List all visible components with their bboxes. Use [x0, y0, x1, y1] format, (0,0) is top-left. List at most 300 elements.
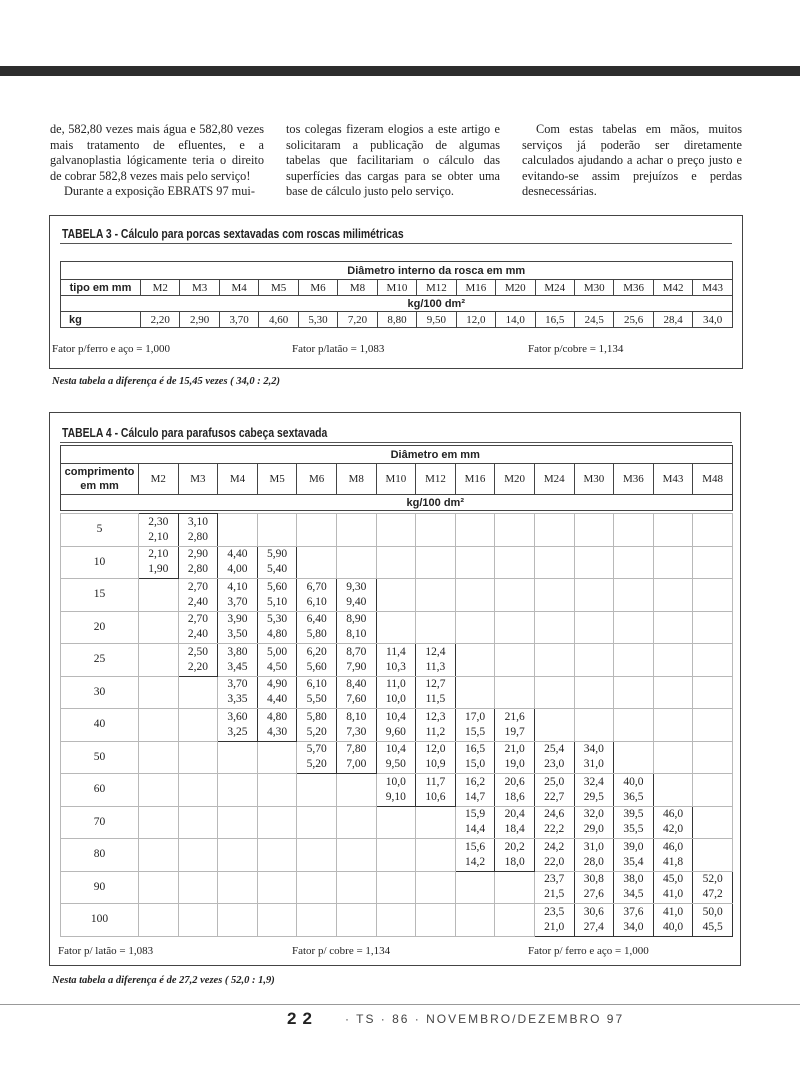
article-column-1: [50, 122, 264, 200]
value-upper: 8,40: [346, 678, 367, 691]
empty-cell: [257, 774, 297, 807]
value-upper: 39,0: [623, 840, 644, 853]
value-upper: 45,0: [662, 873, 684, 886]
value-lower: 3,25: [227, 725, 248, 738]
empty-cell: [297, 839, 337, 872]
value-cell: [495, 806, 535, 839]
empty-cell: [178, 904, 218, 937]
empty-cell: [614, 741, 654, 774]
size-header-cell: M43: [693, 280, 733, 296]
value-cell: [376, 774, 416, 807]
value-cell: [534, 806, 574, 839]
fator-cobre: Fator p/ cobre = 1,134: [292, 945, 391, 957]
value-lower: 4,00: [227, 563, 248, 576]
empty-cell: [653, 741, 693, 774]
empty-cell: [376, 579, 416, 612]
tabela-4-caption: Nesta tabela a diferença é de 27,2 vezes ( 52,0 : 1,9): [52, 975, 275, 986]
empty-cell: [495, 904, 535, 937]
empty-cell: [178, 676, 218, 709]
empty-cell: [178, 806, 218, 839]
value-cell: [257, 644, 297, 677]
empty-cell: [534, 709, 574, 742]
value-lower: 3,35: [227, 693, 248, 706]
value-lower: 2,40: [187, 628, 208, 641]
value-upper: 37,6: [623, 905, 644, 918]
value-lower: 14,7: [464, 790, 486, 803]
empty-cell: [297, 774, 337, 807]
empty-cell: [495, 644, 535, 677]
value-cell: [416, 644, 456, 677]
value-lower: 7,00: [346, 758, 367, 771]
empty-cell: [653, 579, 693, 612]
value-upper: 2,10: [148, 548, 169, 561]
empty-cell: [218, 514, 258, 547]
value-cell: [614, 806, 654, 839]
kg-value-cell: 25,6: [614, 312, 653, 328]
empty-cell: [495, 579, 535, 612]
value-upper: 25,4: [544, 743, 565, 756]
empty-cell: [257, 871, 297, 904]
length-cell: 100: [61, 904, 139, 937]
value-upper: 2,50: [187, 645, 208, 658]
value-lower: 27,6: [583, 888, 604, 901]
tabela-3-box: [49, 215, 743, 369]
value-upper: 46,0: [662, 808, 684, 821]
value-upper: 12,3: [425, 710, 446, 723]
kg-value-cell: 24,5: [574, 312, 613, 328]
tabela-3-table: [60, 261, 733, 328]
empty-cell: [257, 806, 297, 839]
kg-value-cell: 28,4: [653, 312, 692, 328]
value-lower: 18,0: [504, 855, 525, 868]
value-lower: 35,4: [623, 855, 644, 868]
size-header-cell: M12: [417, 280, 456, 296]
value-lower: 31,0: [583, 758, 604, 771]
value-upper: 21,0: [504, 743, 525, 756]
size-header-cell: M4: [218, 464, 258, 495]
table-row: [61, 774, 733, 807]
fator-ferro: Fator p/ ferro e aço = 1,000: [528, 945, 649, 957]
value-lower: 36,5: [623, 790, 644, 803]
empty-cell: [455, 904, 495, 937]
value-upper: 12,7: [425, 678, 446, 691]
value-upper: 5,00: [267, 645, 288, 658]
title-underline: [60, 243, 732, 244]
size-header-cell: M30: [574, 464, 614, 495]
value-cell: [336, 741, 376, 774]
table-row: [61, 611, 733, 644]
value-cell: [574, 806, 614, 839]
size-header-cell: M2: [139, 464, 179, 495]
value-lower: 19,0: [504, 758, 525, 771]
value-upper: 21,6: [504, 710, 525, 723]
value-cell: [139, 546, 179, 579]
value-cell: [178, 644, 218, 677]
empty-cell: [416, 514, 456, 547]
diameter-header: Diâmetro em mm: [139, 446, 733, 464]
value-upper: 8,10: [346, 710, 367, 723]
length-cell: 50: [61, 741, 139, 774]
article-column-2: [286, 122, 500, 200]
empty-cell: [218, 741, 258, 774]
value-cell: [218, 611, 258, 644]
empty-cell: [534, 546, 574, 579]
size-header-cell: M12: [416, 464, 456, 495]
size-header-cell: M36: [614, 280, 653, 296]
empty-cell: [297, 514, 337, 547]
empty-cell: [416, 579, 456, 612]
empty-cell: [653, 611, 693, 644]
empty-cell: [336, 546, 376, 579]
value-cell: [297, 644, 337, 677]
empty-cell: [336, 806, 376, 839]
empty-cell: [139, 904, 179, 937]
empty-cell: [653, 676, 693, 709]
value-cell: [574, 871, 614, 904]
value-upper: 9,30: [346, 580, 367, 593]
footer-rule: [0, 1004, 800, 1005]
length-cell: 80: [61, 839, 139, 872]
empty-cell: [139, 709, 179, 742]
value-cell: [178, 546, 218, 579]
article-paragraph: Com estas tabelas em mãos, muitos serviços já poderão ser diretamente calculados ajudando a achar o preço justo e evitando-se assim prejuízos e perdas desnecessárias.: [522, 122, 742, 198]
value-cell: [218, 579, 258, 612]
value-upper: 12,0: [425, 743, 446, 756]
value-upper: 23,5: [544, 905, 565, 918]
value-cell: [139, 514, 179, 547]
value-lower: 22,0: [544, 855, 565, 868]
value-lower: 7,90: [346, 660, 367, 673]
empty-cell: [218, 774, 258, 807]
size-header-cell: M6: [297, 464, 337, 495]
kg-value-cell: 8,80: [377, 312, 416, 328]
value-cell: [534, 904, 574, 937]
value-upper: 3,60: [227, 710, 248, 723]
fator-latao: Fator p/latão = 1,083: [292, 343, 385, 355]
empty-cell: [653, 546, 693, 579]
value-lower: 5,80: [306, 628, 327, 641]
value-cell: [297, 611, 337, 644]
empty-cell: [178, 871, 218, 904]
empty-cell: [614, 709, 654, 742]
value-lower: 15,5: [464, 725, 486, 738]
value-upper: 3,80: [227, 645, 248, 658]
empty-cell: [178, 839, 218, 872]
empty-cell: [139, 644, 179, 677]
empty-cell: [614, 676, 654, 709]
value-cell: [297, 709, 337, 742]
unit-header: kg/100 dm²: [141, 296, 733, 312]
empty-cell: [693, 839, 733, 872]
value-upper: 5,60: [267, 580, 288, 593]
value-cell: [574, 741, 614, 774]
value-lower: 4,40: [267, 693, 288, 706]
value-lower: 11,5: [425, 693, 446, 706]
empty-cell: [495, 546, 535, 579]
kg-value-cell: 4,60: [259, 312, 298, 328]
value-upper: 3,10: [187, 515, 208, 528]
value-cell: [257, 611, 297, 644]
value-upper: 32,0: [583, 808, 604, 821]
value-cell: [297, 579, 337, 612]
value-lower: 28,0: [583, 855, 604, 868]
empty-cell: [218, 904, 258, 937]
value-cell: [495, 741, 535, 774]
value-upper: 7,80: [346, 743, 367, 756]
empty-cell: [455, 611, 495, 644]
value-cell: [455, 806, 495, 839]
value-cell: [376, 644, 416, 677]
value-lower: 18,4: [504, 823, 525, 836]
fator-latao: Fator p/ latão = 1,083: [58, 945, 154, 957]
value-upper: 6,20: [306, 645, 327, 658]
value-upper: 5,30: [267, 613, 288, 626]
value-cell: [534, 741, 574, 774]
value-lower: 4,30: [267, 725, 288, 738]
value-lower: 14,2: [464, 855, 486, 868]
page-number: 22: [287, 1009, 318, 1028]
table-row: [61, 644, 733, 677]
length-cell: 30: [61, 676, 139, 709]
size-header-cell: M30: [574, 280, 613, 296]
tabela-4-header: [60, 445, 733, 511]
value-lower: 22,2: [544, 823, 565, 836]
value-cell: [495, 709, 535, 742]
empty-cell: [614, 611, 654, 644]
value-cell: [693, 871, 733, 904]
value-cell: [218, 676, 258, 709]
value-cell: [257, 676, 297, 709]
value-cell: [178, 579, 218, 612]
size-header-cell: M8: [338, 280, 377, 296]
empty-cell: [336, 774, 376, 807]
value-lower: 45,5: [702, 920, 723, 933]
empty-cell: [455, 514, 495, 547]
empty-cell: [297, 904, 337, 937]
tipo-label: tipo em mm: [61, 280, 141, 296]
empty-cell: [693, 579, 733, 612]
value-lower: 9,60: [385, 725, 406, 738]
empty-cell: [534, 611, 574, 644]
value-upper: 24,6: [544, 808, 565, 821]
value-cell: [495, 774, 535, 807]
value-upper: 2,90: [187, 548, 208, 561]
empty-cell: [257, 514, 297, 547]
size-header-cell: M10: [376, 464, 416, 495]
empty-cell: [614, 579, 654, 612]
value-lower: 8,10: [346, 628, 367, 641]
empty-cell: [455, 644, 495, 677]
value-upper: 20,6: [504, 775, 525, 788]
value-cell: [614, 871, 654, 904]
value-cell: [574, 839, 614, 872]
empty-cell: [455, 546, 495, 579]
value-upper: 4,40: [227, 548, 248, 561]
empty-cell: [376, 871, 416, 904]
empty-cell: [693, 741, 733, 774]
value-upper: 52,0: [702, 873, 723, 886]
table-row: [61, 741, 733, 774]
empty-cell: [534, 514, 574, 547]
value-cell: [495, 839, 535, 872]
empty-cell: [416, 611, 456, 644]
value-upper: 20,2: [504, 840, 525, 853]
empty-cell: [574, 676, 614, 709]
tabela-3-caption: Nesta tabela a diferença é de 15,45 vezes ( 34,0 : 2,2): [52, 376, 281, 387]
table-row: [61, 709, 733, 742]
value-upper: 4,90: [267, 678, 288, 691]
value-cell: [455, 839, 495, 872]
empty-cell: [693, 611, 733, 644]
empty-cell: [495, 514, 535, 547]
value-upper: 11,7: [425, 775, 446, 788]
table-row: [61, 871, 733, 904]
value-lower: 29,5: [583, 790, 604, 803]
length-cell: 40: [61, 709, 139, 742]
size-header-cell: M36: [614, 464, 654, 495]
value-lower: 10,9: [425, 758, 446, 771]
empty-cell: [139, 741, 179, 774]
empty-cell: [336, 514, 376, 547]
value-upper: 10,4: [385, 710, 406, 723]
diameter-header: Diâmetro interno da rosca em mm: [141, 262, 733, 280]
size-header-cell: M3: [178, 464, 218, 495]
value-lower: 4,50: [267, 660, 288, 673]
kg-value-cell: 3,70: [219, 312, 258, 328]
value-cell: [257, 579, 297, 612]
value-lower: 2,80: [187, 563, 208, 576]
empty-cell: [218, 839, 258, 872]
value-cell: [614, 904, 654, 937]
value-upper: 2,70: [187, 580, 208, 593]
value-lower: 34,5: [623, 888, 644, 901]
value-cell: [455, 741, 495, 774]
value-cell: [534, 774, 574, 807]
empty-cell: [139, 611, 179, 644]
value-cell: [455, 709, 495, 742]
value-lower: 2,10: [148, 530, 169, 543]
empty-cell: [257, 904, 297, 937]
empty-cell: [336, 904, 376, 937]
size-header-cell: M43: [653, 464, 693, 495]
value-cell: [257, 546, 297, 579]
length-cell: 25: [61, 644, 139, 677]
tabela-4-title: TABELA 4 - Cálculo para parafusos cabeça sextavada: [62, 425, 328, 440]
length-cell: 60: [61, 774, 139, 807]
value-cell: [653, 839, 693, 872]
value-upper: 4,10: [227, 580, 248, 593]
value-upper: 2,30: [148, 515, 169, 528]
comprimento-label: [61, 464, 139, 495]
kg-value-cell: 5,30: [298, 312, 337, 328]
empty-cell: [139, 774, 179, 807]
table-row: [61, 579, 733, 612]
size-header-cell: M2: [141, 280, 180, 296]
empty-cell: [297, 806, 337, 839]
value-upper: 10,0: [385, 775, 406, 788]
length-cell: 15: [61, 579, 139, 612]
value-lower: 5,20: [306, 725, 327, 738]
empty-cell: [574, 644, 614, 677]
length-cell: 90: [61, 871, 139, 904]
value-upper: 41,0: [662, 905, 684, 918]
value-cell: [416, 709, 456, 742]
value-lower: 41,8: [662, 855, 684, 868]
comprimento-label-line2: em mm: [80, 480, 119, 492]
value-lower: 11,3: [425, 660, 446, 673]
empty-cell: [574, 546, 614, 579]
empty-cell: [297, 871, 337, 904]
empty-cell: [574, 579, 614, 612]
value-upper: 11,0: [386, 678, 406, 691]
empty-cell: [297, 546, 337, 579]
empty-cell: [218, 871, 258, 904]
value-lower: 47,2: [702, 888, 723, 901]
value-cell: [534, 839, 574, 872]
empty-cell: [693, 644, 733, 677]
value-upper: 3,70: [227, 678, 248, 691]
value-cell: [218, 546, 258, 579]
value-upper: 40,0: [623, 775, 644, 788]
value-cell: [336, 644, 376, 677]
fator-ferro: Fator p/ferro e aço = 1,000: [52, 343, 170, 355]
value-lower: 11,2: [425, 725, 446, 738]
value-lower: 5,10: [267, 595, 288, 608]
length-cell: 20: [61, 611, 139, 644]
size-header-cell: M20: [496, 280, 535, 296]
value-lower: 29,0: [583, 823, 604, 836]
value-lower: 14,4: [464, 823, 486, 836]
value-lower: 4,80: [267, 628, 288, 641]
size-header-cell: M5: [257, 464, 297, 495]
article-paragraph-continued: tos colegas fizeram elogios a este artigo e solicitaram a publicação de algumas tabelas que facilitariam o cálculo das superfícies das cargas para se obter uma base de cálculo justo pelo serviço.: [286, 122, 500, 198]
empty-cell: [416, 806, 456, 839]
article-paragraph: Durante a exposição EBRATS 97 mui-: [64, 184, 255, 198]
value-lower: 5,40: [267, 563, 288, 576]
value-lower: 9,50: [385, 758, 406, 771]
article-paragraph: de, 582,80 vezes mais água e 582,80 vezes mais tratamento de efluentes, e a galvanoplastia lógicamente teria o direito de cobrar 582,8 vezes mais pelo serviço!: [50, 122, 264, 183]
empty-cell: [653, 709, 693, 742]
empty-cell: [574, 709, 614, 742]
value-upper: 2,70: [187, 613, 208, 626]
value-upper: 5,70: [306, 743, 327, 756]
empty-cell: [534, 644, 574, 677]
table-row: [61, 806, 733, 839]
value-lower: 5,50: [306, 693, 327, 706]
size-header-cell: M42: [653, 280, 692, 296]
value-upper: 39,5: [623, 808, 644, 821]
value-cell: [574, 904, 614, 937]
value-lower: 5,20: [306, 758, 327, 771]
value-upper: 6,10: [306, 678, 327, 691]
value-lower: 10,6: [425, 790, 446, 803]
value-upper: 15,6: [464, 840, 486, 853]
size-header-cell: M4: [219, 280, 258, 296]
value-lower: 7,30: [346, 725, 367, 738]
value-lower: 6,10: [306, 595, 327, 608]
kg-value-cell: 2,20: [141, 312, 180, 328]
length-cell: 10: [61, 546, 139, 579]
empty-cell: [139, 806, 179, 839]
empty-cell: [257, 839, 297, 872]
value-cell: [653, 871, 693, 904]
value-lower: 2,40: [187, 595, 208, 608]
empty-cell: [376, 514, 416, 547]
value-lower: 22,7: [544, 790, 565, 803]
kg-value-cell: 34,0: [693, 312, 733, 328]
kg-value-cell: 9,50: [417, 312, 456, 328]
value-lower: 27,4: [583, 920, 604, 933]
